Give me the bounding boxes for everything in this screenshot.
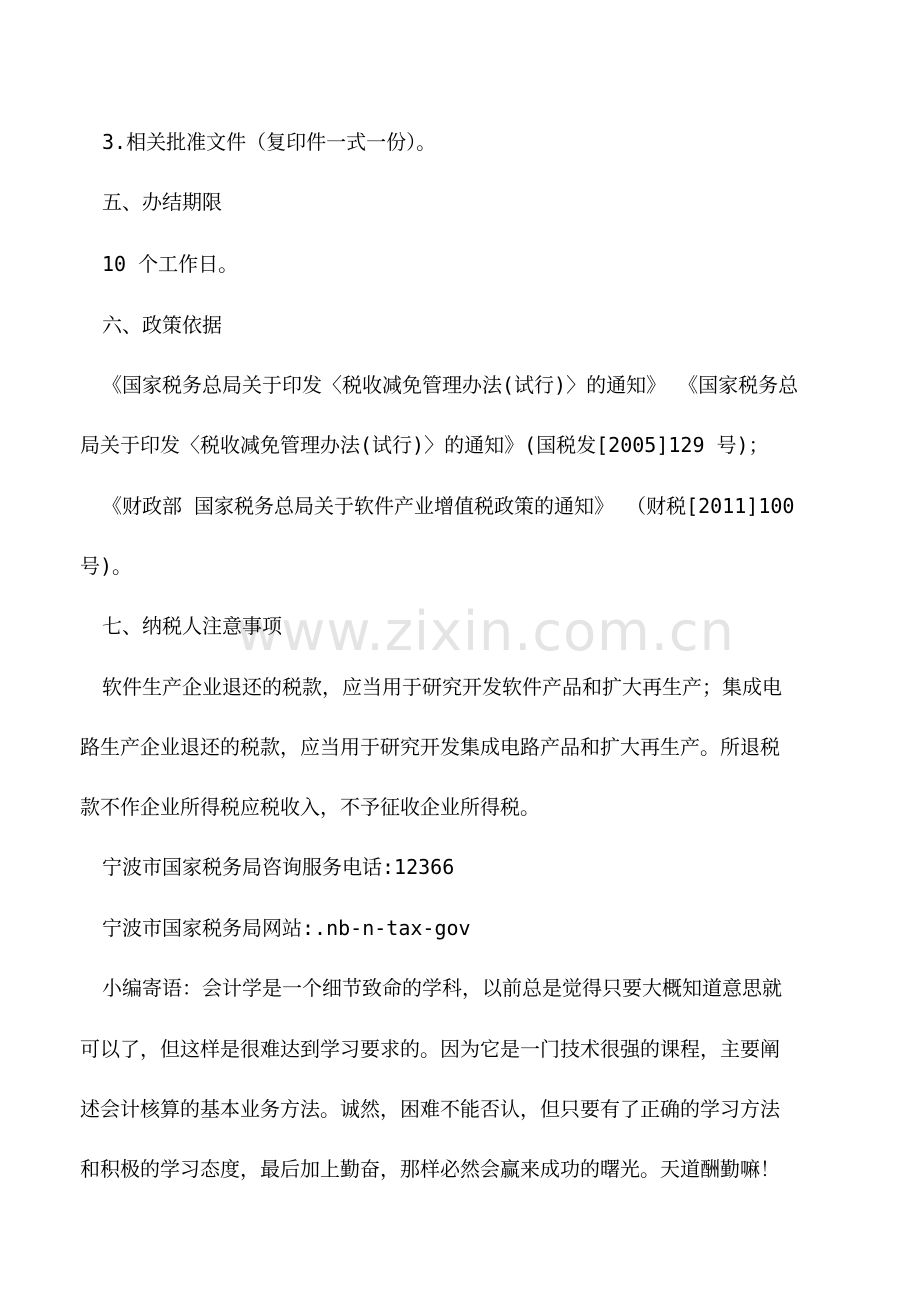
text-line: 3.相关批准文件（复印件一式一份）。 (102, 130, 437, 154)
text-line: 款不作企业所得税应税收入，不予征收企业所得税。 (80, 795, 540, 819)
text-line: 和积极的学习态度，最后加上勤奋，那样必然会赢来成功的曙光。天道酬勤嘛！ (80, 1157, 780, 1181)
text-line: 10 个工作日。 (102, 252, 239, 276)
text-line: 《国家税务总局关于印发〈税收减免管理办法(试行)〉的通知》 《国家税务总 (102, 373, 799, 397)
text-line: 号)。 (80, 554, 133, 578)
section-heading: 五、办结期限 (102, 190, 222, 214)
text-line: 局关于印发〈税收减免管理办法(试行)〉的通知》(国税发[2005]129 号)； (80, 433, 769, 457)
text-line: 可以了，但这样是很难达到学习要求的。因为它是一门技术很强的课程，主要阐 (80, 1037, 780, 1061)
text-line: 述会计核算的基本业务方法。诚然，困难不能否认，但只要有了正确的学习方法 (80, 1097, 780, 1121)
phone-line: 宁波市国家税务局咨询服务电话:12366 (102, 855, 455, 879)
text-line: 路生产企业退还的税款，应当用于研究开发集成电路产品和扩大再生产。所退税 (80, 735, 780, 759)
text-line: 小编寄语：会计学是一个细节致命的学科，以前总是觉得只要大概知道意思就 (102, 976, 782, 1000)
website-line: 宁波市国家税务局网站:.nb-n-tax-gov (102, 916, 471, 940)
section-heading: 六、政策依据 (102, 313, 222, 337)
text-line: 《财政部 国家税务总局关于软件产业增值税政策的通知》 （财税[2011]100 (102, 494, 795, 518)
section-heading: 七、纳税人注意事项 (102, 614, 282, 638)
watermark: www.zixin.com.cn (236, 600, 735, 663)
text-line: 软件生产企业退还的税款，应当用于研究开发软件产品和扩大再生产；集成电 (102, 675, 782, 699)
